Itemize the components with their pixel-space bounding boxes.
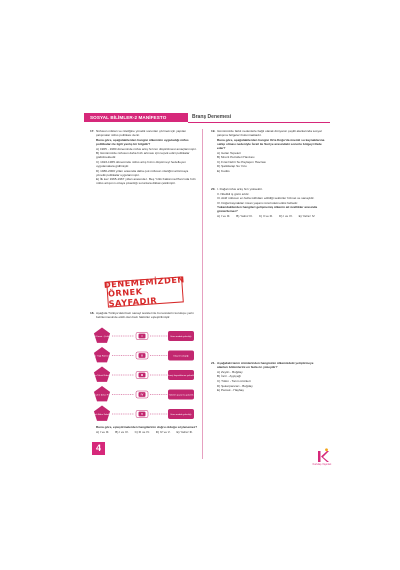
option-b[interactable]: B) Mısırlı Petrolleri Havzası [217, 155, 255, 160]
matching-row [91, 406, 194, 421]
option-a[interactable]: A) I ve III. [96, 429, 110, 434]
option-b[interactable]: B) I ve IV. [115, 429, 129, 434]
numeral-label: III [140, 373, 144, 377]
question-number: 20. [211, 187, 216, 191]
exam-sheet [84, 113, 330, 465]
question-number: 21. [211, 361, 216, 365]
numeral-label: IV [140, 392, 144, 397]
matching-row [91, 367, 195, 382]
publisher-name: Kurtuluş Yayınları [312, 463, 332, 466]
question-stem: Buna göre, aşağıdakilerden hangisi Orta Doğu'da önemli su kaynaklarına sahip olması nedeniyle İsrail ile Suriye arasındaki sorunlu bölgeyi ifade eder? [217, 137, 325, 150]
matching-row [93, 386, 195, 401]
numeral-label: II [141, 353, 143, 358]
header-title: SOSYAL BİLİMLER-2 MANİFESTO [84, 113, 188, 122]
question-stem: Aşağıdaki tarım ürünlerinden hangisinin ülkemizdeki yetiştirmeye alanları bölümlerini en fazla ön yüzeydir? [217, 361, 314, 370]
option-d[interactable]: D) 1980-2000 yılları arasında daha çok nüfusun niteliğini arttırmaya yönelik politikalar uygulanmıştır. [96, 168, 189, 177]
question-18 [90, 311, 198, 320]
option-c[interactable]: C) III ve IV. [134, 429, 150, 434]
option-a[interactable]: A) I ve III. [217, 214, 231, 219]
option-a[interactable]: A) 1965 - 1980 döneminde nüfus artış hızının düşürülmesi amaçlanmıştır. [96, 146, 197, 151]
page-number: 4 [92, 442, 105, 455]
facility-label: Bursa Tekstil Fabrikası [91, 374, 113, 377]
matching-row [93, 347, 194, 362]
facility-label: Ereğli Demir - Çelik Fab. [90, 335, 114, 338]
option-e[interactable]: E) Pamuk - Haşhaş [217, 388, 244, 393]
facility-label: Çayeli Bakır Fabrikası [91, 413, 113, 416]
facility-label: Bor Yağı Rafinerisi [92, 355, 112, 358]
question-number: 17. [90, 129, 95, 133]
stamp-line-1: DENEMEMİZDEN [103, 273, 186, 290]
factor-label: Ulaşım kolaylığı [173, 355, 189, 358]
option-b[interactable]: B) Günümüzde nüfusun daha hızlı artması için teşvik edici politikalar güdülmektedir. [96, 151, 190, 160]
publisher-logo-icon [316, 448, 330, 464]
option-e[interactable]: E) Kudüs [217, 169, 230, 174]
option-e[interactable]: E) İlk kez 1965-1967 yılları arasında I. Beş Yıllık Kalkınma Planı'nda hızlı nüfus artışının ortaya çıkardığı sorunlara dikkat çekilmiştir. [96, 177, 196, 186]
header-subtitle: Branş Denemesi [192, 114, 232, 120]
matching-row [90, 328, 194, 343]
question-number: 18. [90, 311, 95, 315]
question-21 [211, 361, 325, 393]
stamp-line-2: ÖRNEK SAYFADIR [107, 286, 158, 309]
option-c[interactable]: C) Tütün - Tarım ürünleri [217, 378, 251, 383]
option-a[interactable]: A) Zeytin - Buğday [217, 369, 243, 374]
option-d[interactable]: D) Şekerpancarı - Buğday [217, 383, 253, 388]
header-underline [188, 122, 330, 123]
option-b[interactable]: B) İncir - Ayçiçeği [217, 374, 241, 379]
question-18-stem [90, 425, 198, 434]
option-d[interactable]: D) Şattülarap Su Yolu [217, 164, 247, 169]
option-e[interactable]: E) Yalnız III. [176, 429, 194, 434]
factor-label: Ham madde yakınlığı [170, 413, 192, 416]
question-20 [211, 187, 325, 219]
factor-label: Tüketim pazarına yakınlık [168, 394, 194, 397]
sample-page-stamp [103, 273, 186, 309]
numeral-label: I [141, 334, 143, 338]
question-stem: Yukarıdakilerden hangileri gelişmemiş ülkenin ait özellikler arasında gösterilemez? [217, 205, 318, 214]
option-c[interactable]: C) Fırat Nehri Su Paylaşım Havzası [217, 159, 266, 164]
question-17 [90, 129, 198, 186]
column-divider [202, 129, 203, 459]
question-stem: Buna göre, eşleştirmelerden hangilerinin doğru olduğu söylenemez? [96, 425, 198, 429]
question-intro: Aşağıda Türkiye'deki bazı sanayi tesisleri ile bu tesislerin kuruluşu yerin belirlenmesinde etkili olan bazı faktörler eşleştirilmiştir. [96, 311, 194, 320]
facility-label: Kırşehir Şeker Fab. [92, 394, 112, 397]
question-19 [211, 129, 325, 174]
statement-ii: II. Nitelikli iş gücü azdır. [217, 191, 250, 196]
option-e[interactable]: E) Yalnız IV. [298, 214, 316, 219]
numeral-label: V [141, 412, 143, 416]
statement-iii: III. Aktif nüfusun en fazla istihdam edildiği sektörler hizmet ve sanayidir. [217, 196, 315, 201]
option-b[interactable]: B) Yalnız III. [236, 214, 253, 219]
statement-iv: IV. Doğal kaynakları insan yaşamı üzerindeki etkisi fazladır. [217, 200, 299, 205]
question-intro: Nüfusun miktarı ve niteliğine yönelik sorunları çözmek için yapılan çalışmalar nüfus politikası denir. [96, 129, 187, 138]
option-d[interactable]: D) I ve IV. [279, 214, 293, 219]
option-a[interactable]: A) Golan Tepeleri [217, 150, 241, 155]
question-number: 19. [211, 129, 216, 133]
question-intro: Günümüzde farklı nedenlerle bağlı olarak dünyanın çeşitli alanlarında sosyal çatışma bölgeleri bulunmaktadır. [217, 129, 322, 138]
option-c[interactable]: C) 1923-1965 döneminde nüfus artış hızını düşürmeyi hedefleyen uygulamalara gidilmiştir. [96, 159, 186, 168]
factor-label: Ham madde yakınlığı [170, 335, 192, 338]
factor-label: Enerji kaynaklarına yakınlık [167, 374, 195, 377]
option-c[interactable]: C) II ve III. [258, 214, 274, 219]
statement-i: I. Doğal nüfus artış hızı yüksektir. [217, 187, 263, 191]
matching-diagram [88, 327, 198, 423]
question-stem: Buna göre, aşağıdakilerden hangisi ülkemizin uyguladığı nüfus politikaları ile ilgili yanlış bir bilgidir? [96, 137, 189, 146]
option-d[interactable]: D) IV ve V. [155, 429, 171, 434]
